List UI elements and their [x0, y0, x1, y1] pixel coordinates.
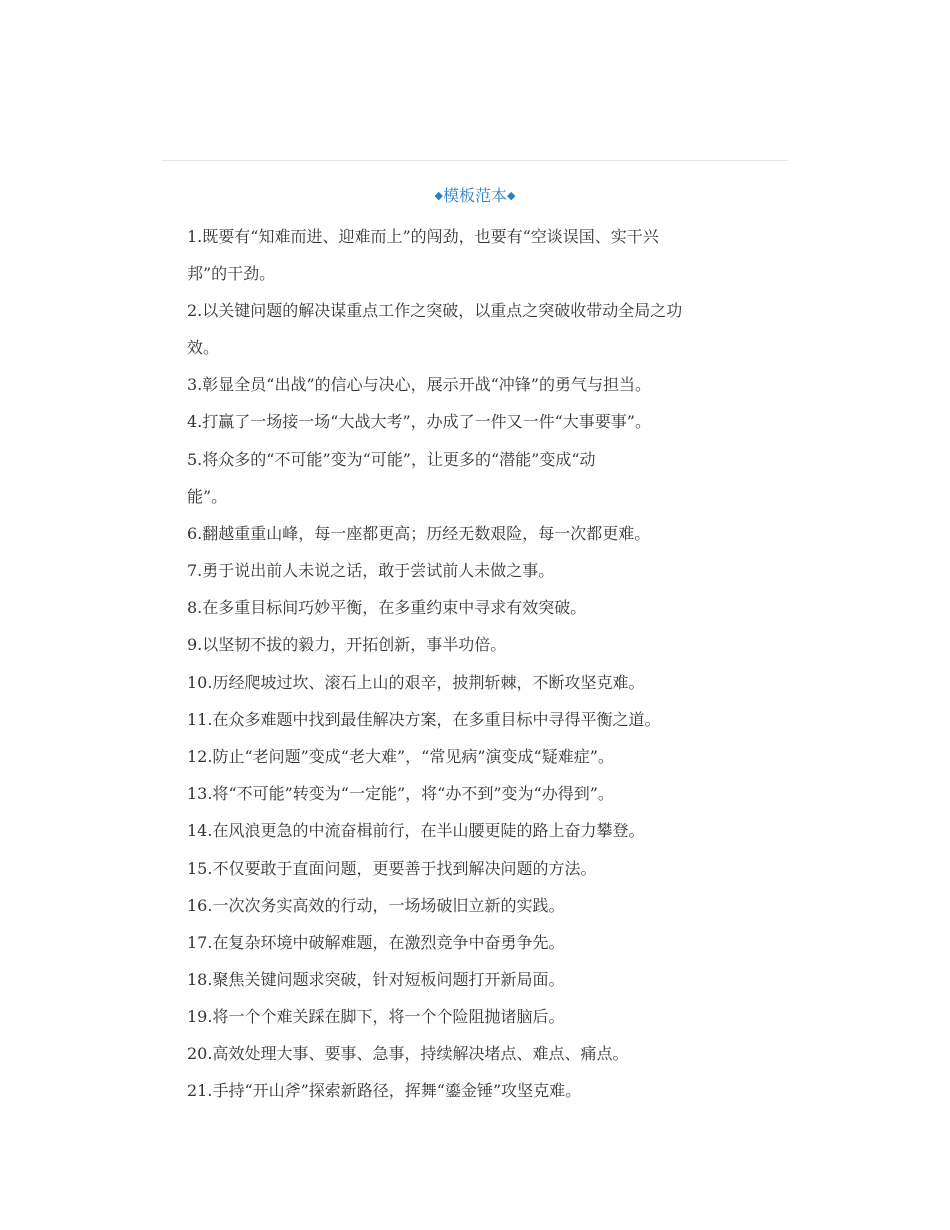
list-line: 邦”的干劲。 [187, 264, 276, 283]
list-line: 6.翻越重重山峰，每一座都更高；历经无数艰险，每一次都更难。 [187, 524, 651, 543]
list-line: 4.打赢了一场接一场“大战大考”，办成了一件又一件“大事要事”。 [187, 412, 651, 431]
diamond-left-icon: ◆ [434, 189, 443, 202]
list-line: 3.彰显全员“出战”的信心与决心，展示开战“冲锋”的勇气与担当。 [187, 375, 651, 394]
list-line: 10.历经爬坡过坎、滚石上山的艰辛，披荆斩棘，不断攻坚克难。 [187, 673, 645, 692]
list-line: 20.高效处理大事、要事、急事，持续解决堵点、难点、痛点。 [187, 1044, 629, 1063]
list-line: 13.将“不可能”转变为“一定能”，将“办不到”变为“办得到”。 [187, 784, 614, 803]
list-line: 17.在复杂环境中破解难题，在激烈竞争中奋勇争先。 [187, 933, 565, 952]
list-line: 5.将众多的“不可能”变为“可能”，让更多的“潜能”变成“动 [187, 450, 596, 469]
list-line: 8.在多重目标间巧妙平衡，在多重约束中寻求有效突破。 [187, 598, 587, 617]
list-line: 1.既要有“知难而进、迎难而上”的闯劲，也要有“空谈误国、实干兴 [187, 227, 659, 246]
list-line: 14.在风浪更急的中流奋楫前行，在半山腰更陡的路上奋力攀登。 [187, 821, 645, 840]
top-divider [162, 160, 788, 161]
list-line: 12.防止“老问题”变成“老大难”，“常见病”演变成“疑难症”。 [187, 747, 614, 766]
list-line: 2.以关键问题的解决谋重点工作之突破，以重点之突破收带动全局之功 [187, 301, 683, 320]
list-line: 21.手持“开山斧”探索新路径，挥舞“鎏金锤”攻坚克难。 [187, 1081, 582, 1100]
list-line: 11.在众多难题中找到最佳解决方案，在多重目标中寻得平衡之道。 [187, 710, 661, 729]
list-line: 16.一次次务实高效的行动，一场场破旧立新的实践。 [187, 896, 565, 915]
list-line: 15.不仅要敢于直面问题，更要善于找到解决问题的方法。 [187, 859, 597, 878]
diamond-right-icon: ◆ [507, 189, 516, 202]
list-line: 效。 [187, 338, 220, 357]
list-line: 9.以坚韧不拔的毅力，开拓创新，事半功倍。 [187, 635, 507, 654]
list-line: 19.将一个个难关踩在脚下，将一个个险阻抛诸脑后。 [187, 1007, 565, 1026]
list-line: 7.勇于说出前人未说之话，敢于尝试前人未做之事。 [187, 561, 555, 580]
section-title: 模板范本 [442, 186, 507, 205]
section-heading [162, 184, 788, 210]
list-line: 能”。 [187, 487, 228, 506]
list-line: 18.聚焦关键问题求突破，针对短板问题打开新局面。 [187, 970, 565, 989]
